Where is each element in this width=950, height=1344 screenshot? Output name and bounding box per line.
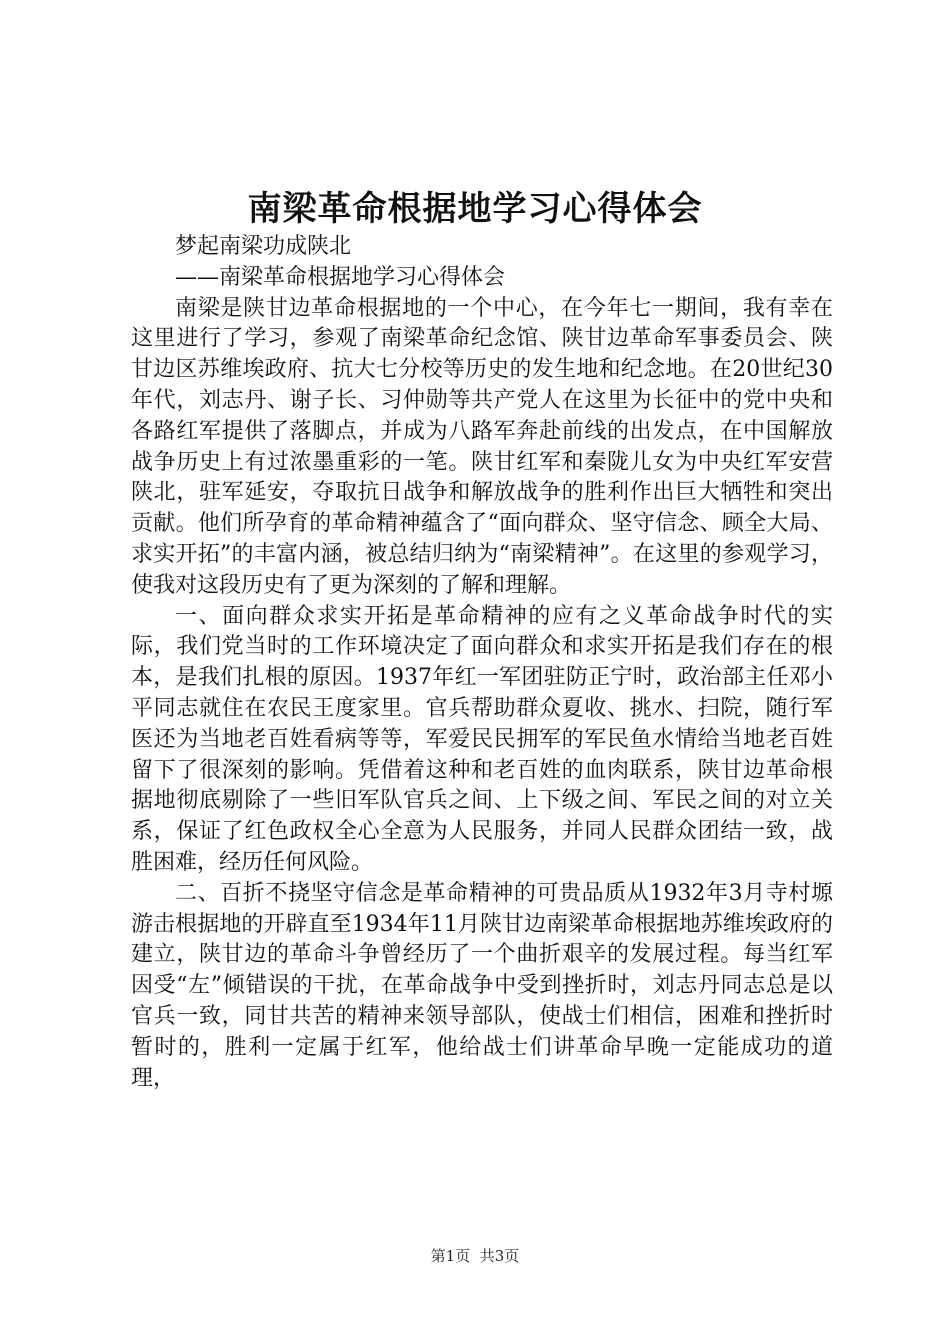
page-number: 第1页 — [430, 1247, 471, 1265]
body-paragraph: 一、面向群众求实开拓是革命精神的应有之义革命战争时代的实际，我们党当时的工作环境决定了面向群众和求实开拓是我们存在的根本，是我们扎根的原因。1937年红一军团驻防正宁时，政治部主任邓小平同志就住在农民王度家里。官兵帮助群众夏收、挑水、扫院，随行军医还为当地老百姓看病等等，军爱民民拥军的军民鱼水情给当地老百姓留下了很深刻的影响。凭借着这种和老百姓的血肉联系，陕甘边革命根据地彻底剔除了一些旧军队官兵之间、上下级之间、军民之间的对立关系，保证了红色政权全心全意为人民服务，并同人民群众团结一致，战胜困难，经历任何风险。 — [131, 603, 833, 875]
document-body — [131, 232, 833, 1094]
page-footer — [0, 1245, 950, 1267]
body-paragraph: 南梁是陕甘边革命根据地的一个中心，在今年七一期间，我有幸在这里进行了学习，参观了南梁革命纪念馆、陕甘边革命军事委员会、陕甘边区苏维埃政府、抗大七分校等历史的发生地和纪念地。在20世纪30年代，刘志丹、谢子长、习仲勋等共产党人在这里为长征中的党中央和各路红军提供了落脚点，并成为八路军奔赴前线的出发点，在中国解放战争历史上有过浓墨重彩的一笔。陕甘红军和秦陇儿女为中央红军安营陕北，驻军延安，夺取抗日战争和解放战争的胜利作出巨大牺牲和突出贡献。他们所孕育的革命精神蕴含了“面向群众、坚守信念、顾全大局、求实开拓”的丰富内涵，被总结归纳为“南梁精神”。在这里的参观学习，使我对这段历史有了更为深刻的了解和理解。 — [131, 295, 833, 598]
subtitle-line: ——南梁革命根据地学习心得体会 — [175, 264, 506, 290]
subtitle-line: 梦起南梁功成陕北 — [175, 234, 352, 259]
page-total: 共3页 — [479, 1247, 520, 1265]
document-title: 南梁革命根据地学习心得体会 — [247, 189, 703, 229]
body-paragraph: 二、百折不挠坚守信念是革命精神的可贵品质从1932年3月寺村塬游击根据地的开辟直至1934年11月陕甘边南梁革命根据地苏维埃政府的建立，陕甘边的革命斗争曾经历了一个曲折艰辛的发展过程。每当红军因受“左”倾错误的干扰，在革命战争中受到挫折时，刘志丹同志总是以官兵一致，同甘共苦的精神来领导部队，使战士们相信，困难和挫折时暂时的，胜利一定属于红军，他给战士们讲革命早晚一定能成功的道理， — [131, 880, 833, 1091]
